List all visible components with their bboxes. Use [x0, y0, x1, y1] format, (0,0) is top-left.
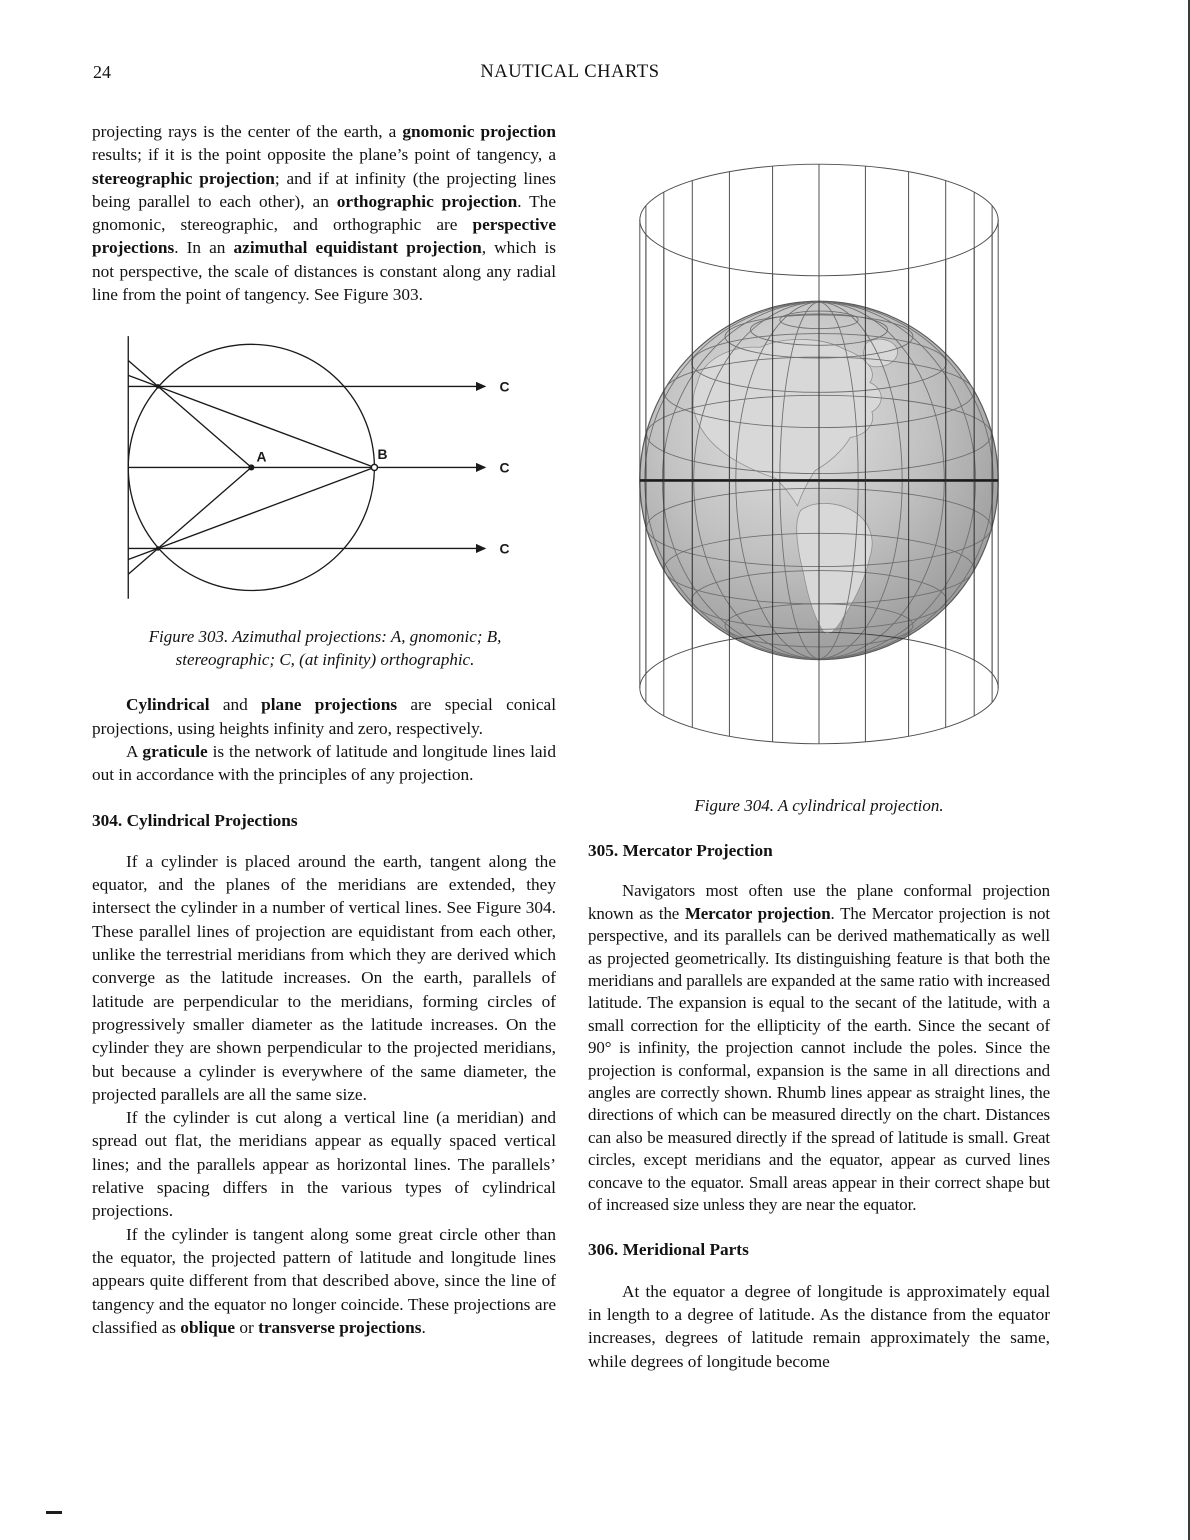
section-304-paragraph-2: If the cylinder is cut along a vertical line (a meridian) and spread out flat, the meridians appear as equally spaced vertical lines; and the parallels appear as horizontal lines. The parallels’ relative spacing differs in the various types of cylindrical projections.: [92, 1108, 556, 1221]
figure-303-diagram: [118, 332, 518, 609]
section-heading-304: 304. Cylindrical Projections: [92, 810, 298, 830]
section-306-paragraph: At the equator a degree of longitude is approximately equal in length to a degree of latitude. As the distance from the equator increases, degrees of latitude remain approximately the same, while degrees of longitude become: [588, 1281, 1050, 1371]
page-header-title: NAUTICAL CHARTS: [480, 62, 660, 82]
label-a: A: [256, 448, 267, 465]
surface-point-lower: [156, 547, 161, 552]
figure-304: [588, 126, 1050, 817]
label-c-upper: C: [499, 378, 510, 395]
surface-point-upper: [156, 385, 161, 390]
section-305-paragraph: Navigators most often use the plane conformal projection known as the Mercator projection. The Mercator projection is not perspective, and its parallels can be derived mathematically as well as projected geometrically. Its distinguishing feature is that both the meridians and parallels are expanded at the same ratio with increased latitude. The expansion is equal to the secant of the latitude, with a small correction for the ellipticity of the earth. Since the secant of 90° is infinity, the projection cannot include the poles. Since the projection is conformal, expansion is the same in all directions and angles are correctly shown. Rhumb lines appear as straight lines, the directions of which can be measured directly on the chart. Distances can also be measured directly if the spread of latitude is small. Great circles, except meridians and the equator, appear as curved lines concave to the equator. Small areas appear in their correct shape but of increased size unless they are near the equator.: [588, 881, 1050, 1214]
figure-303-caption: Figure 303. Azimuthal projections: A, gnomonic; B, stereographic; C, (at infinity) orthographic.: [148, 627, 502, 670]
label-c-lower: C: [499, 540, 510, 557]
section-heading-305: 305. Mercator Projection: [588, 841, 773, 860]
figure-304-illustration: [603, 126, 1035, 782]
section-heading-306: 306. Meridional Parts: [588, 1240, 749, 1260]
left-column: [92, 120, 556, 1339]
section-304-paragraph-3: If the cylinder is tangent along some great circle other than the equator, the projected pattern of latitude and longitude lines appears quite different from that described above, since the line of tangency and the equator no longer coincide. These projections are classified as oblique or transverse projections.: [92, 1224, 556, 1337]
graticule-paragraph: A graticule is the network of latitude and longitude lines laid out in accordance with the principles of any projection.: [92, 741, 556, 785]
point-b-dot: [371, 465, 377, 471]
section-304-paragraph-1: If a cylinder is placed around the earth, tangent along the equator, and the planes of the meridians are extended, they intersect the cylinder in a number of vertical lines. See Figure 304. These parallel lines of projection are equidistant from each other, unlike the terrestrial meridians from which they are derived which converge as the latitude increases. On the earth, parallels of latitude are perpendicular to the meridians, forming circles of progressively smaller diameter as the latitude increases. On the cylinder they are shown perpendicular to the projected meridians, but because a cylinder is everywhere of the same diameter, the projected parallels are all the same size.: [92, 851, 556, 1104]
label-b: B: [377, 446, 388, 463]
page-number: 24: [93, 62, 111, 82]
projection-diagram-lines: [128, 337, 485, 600]
point-a-dot: [248, 465, 254, 471]
stereographic-ray-lower: [128, 468, 374, 560]
scan-corner-mark: [46, 1511, 62, 1514]
right-column: [588, 120, 1050, 1373]
stereographic-ray-upper: [128, 376, 374, 468]
intro-paragraph: projecting rays is the center of the earth, a gnomonic projection results; if it is the point opposite the plane’s point of tangency, a stereographic projection; and if at infinity (the projecting lines being parallel to each other), an orthographic projection. The gnomonic, stereographic, and orthographic are perspective projections. In an azimuthal equidistant projection, which is not perspective, the scale of distances is constant along any radial line from the point of tangency. See Figure 303.: [92, 122, 557, 305]
label-c-middle: C: [499, 459, 510, 476]
cylindrical-plane-paragraph: Cylindrical and plane projections are special conical projections, using heights infinity and zero, respectively.: [92, 695, 556, 738]
figure-303: [92, 332, 556, 671]
figure-304-caption: Figure 304. A cylindrical projection.: [694, 796, 944, 815]
